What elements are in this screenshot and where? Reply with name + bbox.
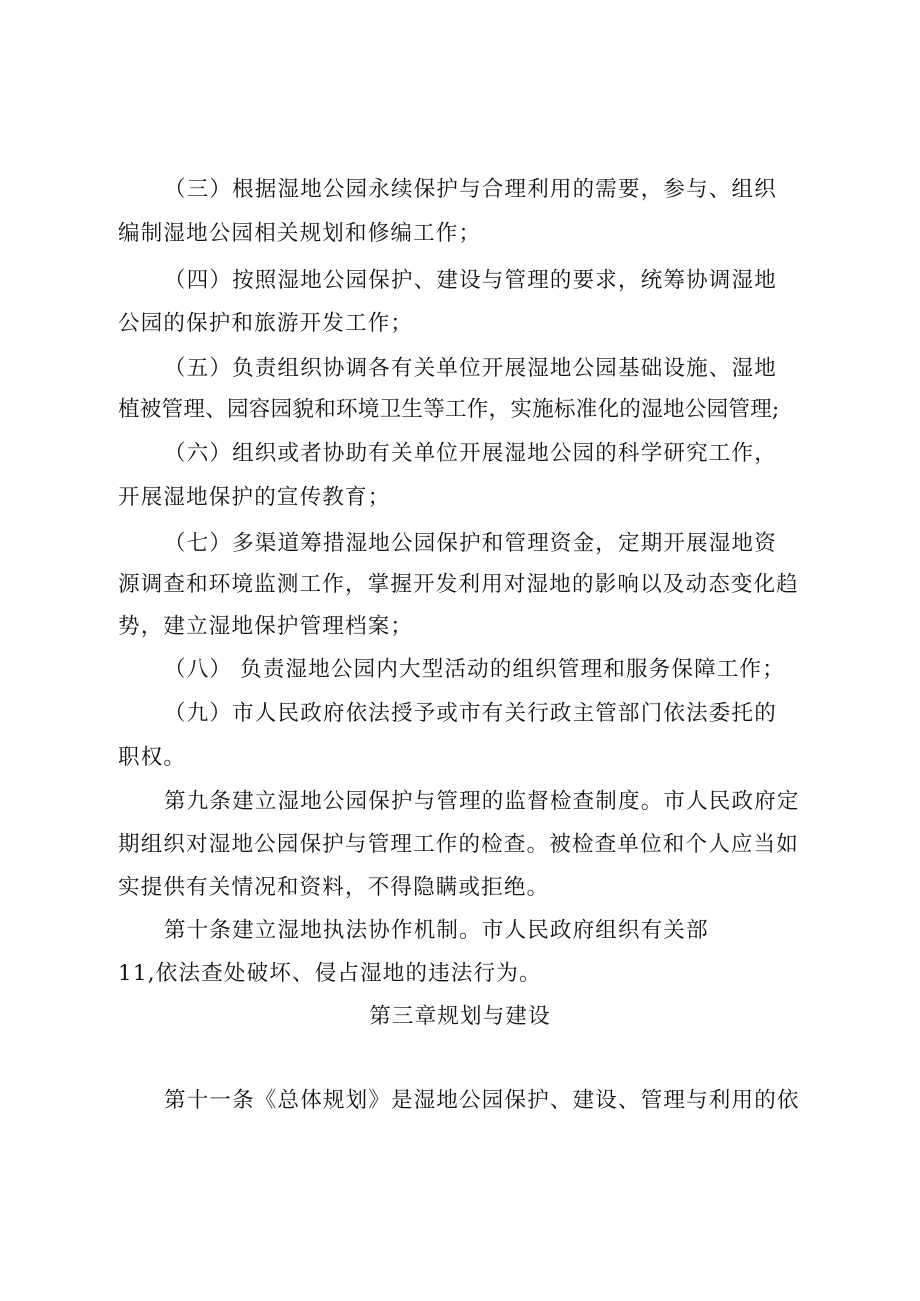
paragraph-item-7-line-3: 势，建立湿地保护管理档案；: [118, 614, 414, 639]
paragraph-item-5-line-2: 植被管理、园容园貌和环境卫生等工作，实施标准化的湿地公园管理;: [118, 397, 780, 422]
article-9-line-2: 期组织对湿地公园保护与管理工作的检查。被检查单位和个人应当如: [118, 832, 800, 857]
paragraph-item-7-line-2: 源调查和环境监测工作，掌握开发利用对湿地的影响以及动态变化趋: [118, 572, 800, 597]
paragraph-item-4-line-2: 公园的保护和旅游开发工作；: [118, 311, 414, 336]
article-10-line-2: 11,依法查处破坏、侵占湿地的违法行为。: [118, 961, 542, 986]
paragraph-item-9-line-1: （九）市人民政府依法授予或市有关行政主管部门依法委托的: [164, 701, 777, 726]
paragraph-item-7-line-1: （七）多渠道筹措湿地公园保护和管理资金，定期开展湿地资: [164, 531, 777, 556]
paragraph-item-3-line-1: （三）根据湿地公园永续保护与合理利用的需要，参与、组织: [164, 177, 777, 202]
paragraph-item-8-line-1: （八） 负责湿地公园内大型活动的组织管理和服务保障工作；: [164, 657, 785, 682]
paragraph-item-6-line-1: （六）组织或者协助有关单位开展湿地公园的科学研究工作，: [164, 441, 777, 466]
chapter-heading: 第三章规划与建设: [369, 1004, 551, 1029]
paragraph-item-9-line-2: 职权。: [118, 745, 187, 770]
paragraph-item-3-line-2: 编制湿地公园相关规划和修编工作；: [118, 221, 482, 246]
paragraph-item-6-line-2: 开展湿地保护的宣传教育；: [118, 485, 391, 510]
paragraph-item-5-line-1: （五）负责组织协调各有关单位开展湿地公园基础设施、湿地: [164, 356, 777, 381]
article-9-line-3: 实提供有关情况和资料，不得隐瞒或拒绝。: [118, 875, 550, 900]
article-9-line-1: 第九条建立湿地公园保护与管理的监督检查制度。市人民政府定: [164, 789, 800, 814]
paragraph-item-4-line-1: （四）按照湿地公园保护、建设与管理的要求，统筹协调湿地: [164, 268, 777, 293]
article-11-line-1: 第十一条《总体规划》是湿地公园保护、建设、管理与利用的依: [164, 1088, 800, 1113]
article-10-line-1: 第十条建立湿地执法协作机制。市人民政府组织有关部: [164, 918, 709, 943]
